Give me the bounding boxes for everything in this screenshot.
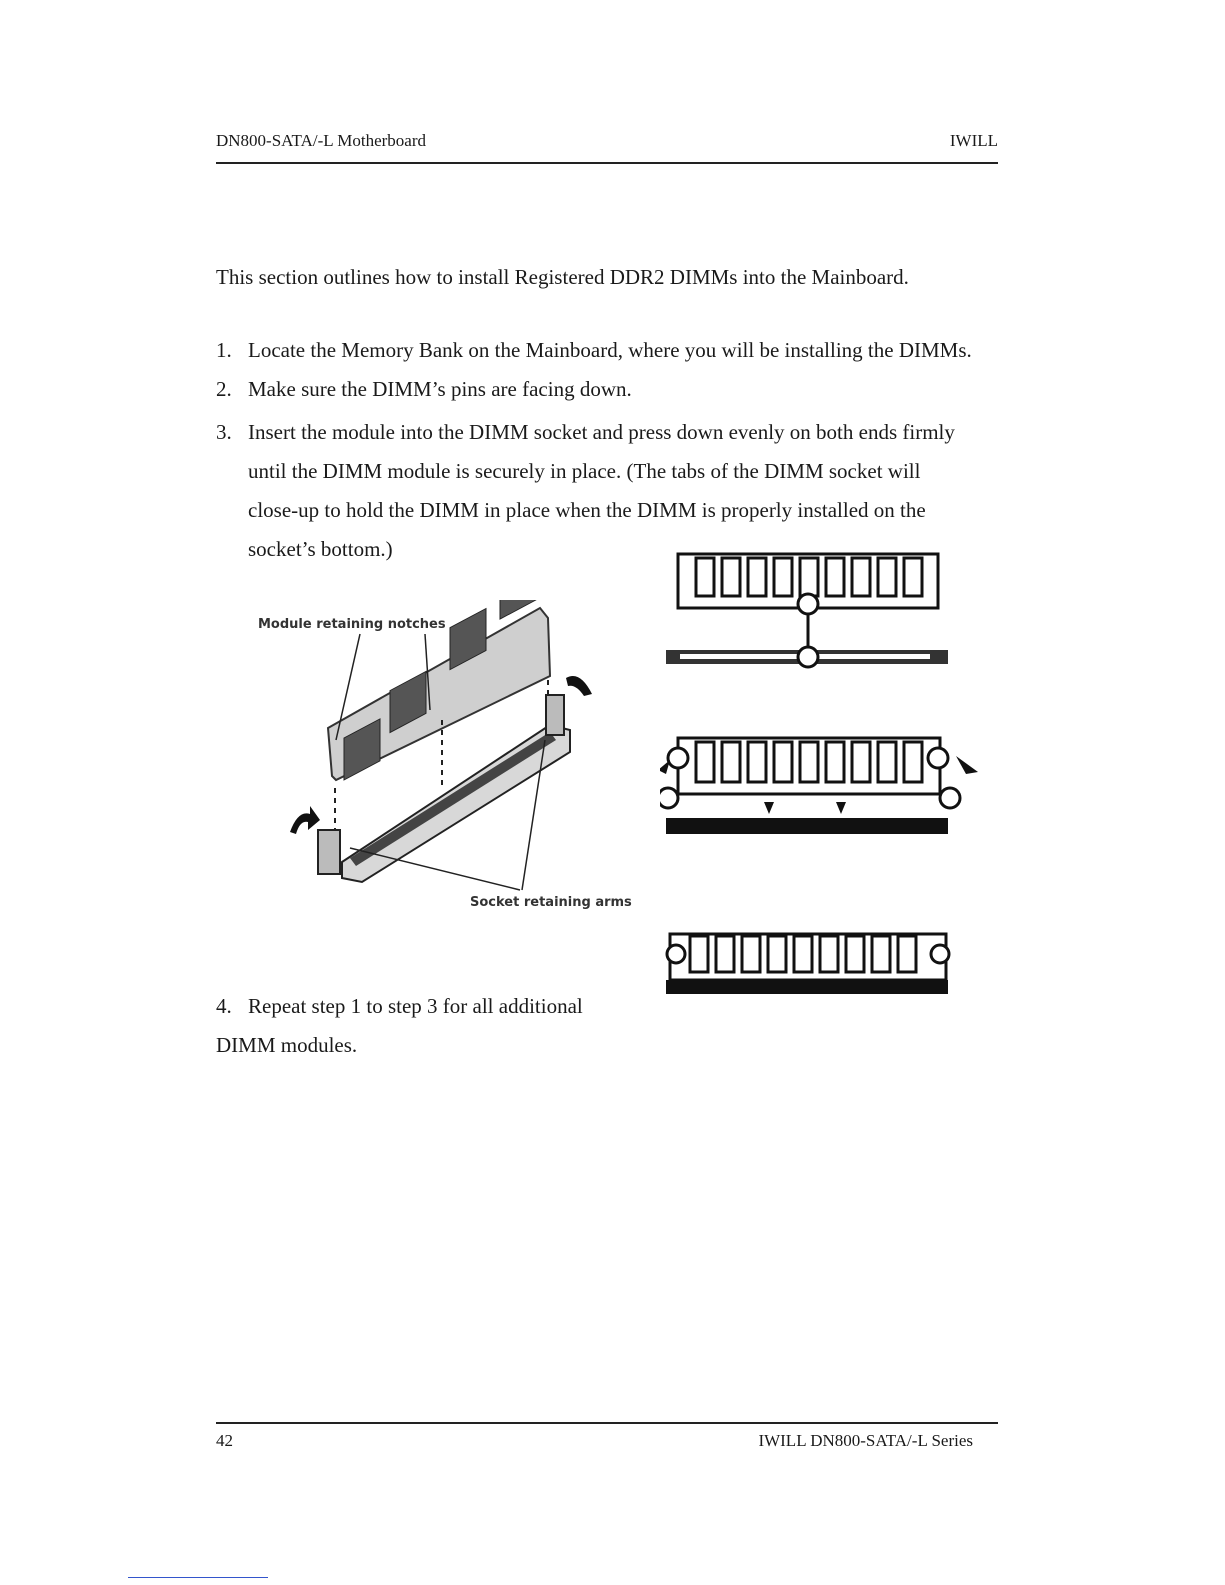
step-2: [216, 370, 1016, 410]
intro-paragraph: This section outlines how to install Registered DDR2 DIMMs into the Mainboard.: [216, 265, 909, 289]
stage-insert-illustration: [660, 738, 978, 834]
step-text-line: close-up to hold the DIMM in place when the DIMM is properly installed on the: [248, 498, 926, 522]
step-text-line: socket’s bottom.): [248, 537, 393, 561]
step-number: 3.: [216, 420, 232, 444]
step-continuation: DIMM modules.: [216, 1033, 358, 1057]
selection-underline: [128, 1577, 268, 1578]
step-4: [216, 987, 636, 1067]
label-socket-arms: Socket retaining arms: [470, 895, 632, 910]
running-footer-series: IWILL DN800-SATA/-L Series: [758, 1431, 973, 1450]
down-arrow-icon: [764, 802, 774, 814]
step-text: Locate the Memory Bank on the Mainboard, where you will be installing the DIMMs.: [248, 338, 972, 362]
step-text-line: Insert the module into the DIMM socket and press down evenly on both ends firmly: [248, 420, 955, 444]
down-arrow-icon: [836, 802, 846, 814]
press-arrow-icon: [660, 760, 670, 774]
stage-align-illustration: [666, 554, 948, 667]
dimm-stages-diagram: [660, 548, 990, 998]
header-rule: [216, 162, 998, 164]
step-number: 1.: [216, 338, 232, 362]
curved-arrow-icon: [566, 676, 592, 696]
press-arrow-icon: [956, 756, 978, 774]
running-header-title: DN800-SATA/-L Motherboard: [216, 131, 427, 150]
running-header-brand: IWILL: [949, 131, 998, 150]
stage-seated-illustration: [666, 934, 949, 994]
dimm-insertion-diagram: [250, 600, 640, 920]
label-module-notches: Module retaining notches: [258, 617, 446, 632]
footer-rule: [216, 1422, 998, 1424]
step-text-line: until the DIMM module is securely in place. (The tabs of the DIMM socket will: [248, 459, 921, 483]
step-text: Make sure the DIMM’s pins are facing down.: [248, 377, 632, 401]
page-number: 42: [216, 1431, 233, 1450]
step-1: [216, 331, 1016, 371]
step-text: Repeat step 1 to step 3 for all additional: [248, 994, 583, 1018]
step-number: 4.: [216, 994, 232, 1018]
curved-arrow-icon: [290, 806, 320, 834]
step-number: 2.: [216, 377, 232, 401]
